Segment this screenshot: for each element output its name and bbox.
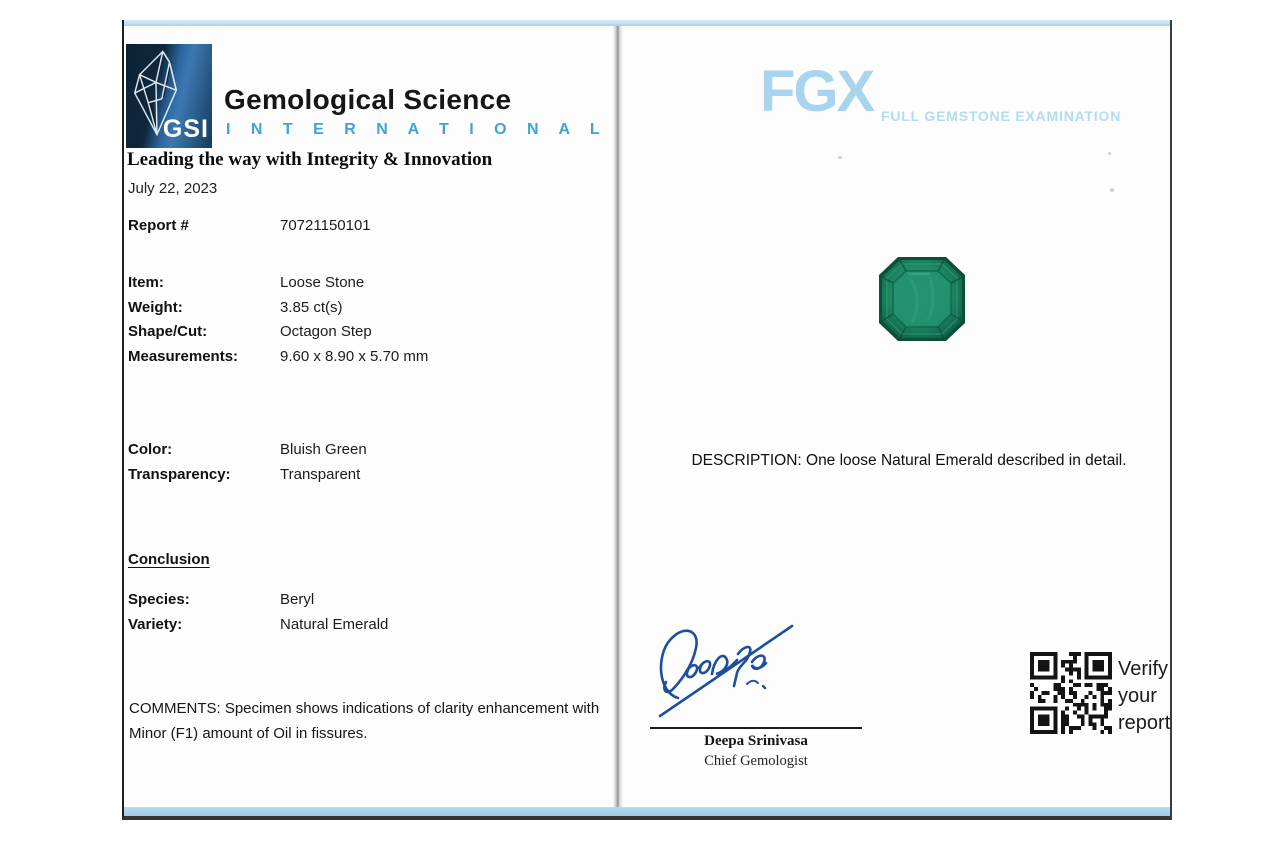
spec-row-item [128, 271, 428, 296]
certificate-booklet [122, 20, 1172, 820]
brand-subtitle: I N T E R N A T I O N A L [226, 121, 608, 138]
field-label: Transparency: [128, 465, 231, 483]
field-label: Shape/Cut: [128, 323, 208, 340]
appearance-fields [128, 438, 367, 487]
field-value: Beryl [280, 591, 315, 608]
report-number-row [128, 214, 371, 239]
field-value: Transparent [280, 465, 361, 483]
identity-fields [128, 271, 428, 369]
field-label: Measurements: [128, 347, 239, 365]
field-value: 9.60 x 8.90 x 5.70 mm [280, 347, 429, 365]
signatory-name: Deepa Srinivasa [704, 733, 808, 749]
signatory-title: Chief Gemologist [704, 753, 808, 769]
field-label: Species: [128, 591, 190, 608]
report-date: July 22, 2023 [128, 180, 218, 197]
field-label: Item: [128, 274, 164, 291]
spec-row-measurements [128, 345, 428, 370]
field-value: Natural Emerald [280, 615, 389, 633]
verify-report-text: Verify your report [1118, 658, 1171, 734]
scan-speck [838, 156, 842, 159]
description-text: DESCRIPTION: One loose Natural Emerald described in detail. [691, 452, 1127, 469]
booklet-bottom-edge [124, 807, 1170, 816]
brand-tagline: Leading the way with Integrity & Innovation [127, 149, 493, 170]
field-value: Loose Stone [280, 274, 365, 291]
report-number-value: 70721150101 [280, 217, 371, 234]
spec-row-shape-cut [128, 320, 428, 345]
fgx-subtitle: FULL GEMSTONE EXAMINATION [881, 108, 1122, 124]
field-label: Weight: [128, 298, 183, 316]
conclusion-heading: Conclusion [128, 551, 210, 568]
qr-code [1030, 652, 1112, 734]
page-fold [613, 20, 623, 816]
fgx-logo: FGX [760, 59, 874, 124]
field-value: 3.85 ct(s) [280, 298, 343, 316]
field-value: Octagon Step [280, 323, 372, 340]
field-label: Report # [128, 217, 189, 234]
field-label: Color: [128, 441, 173, 458]
spec-row-transparency [128, 463, 367, 488]
gsi-logo [126, 44, 212, 148]
spec-row-variety [128, 613, 388, 638]
scan-speck [1108, 152, 1111, 155]
conclusion-fields [128, 588, 388, 637]
spec-row-species [128, 588, 388, 613]
field-value: Bluish Green [280, 441, 367, 458]
spec-row-color [128, 438, 367, 463]
comments-text: COMMENTS: Specimen shows indications of clarity enhancement with Minor (F1) amount of Oil in fissures. [129, 700, 600, 742]
signature-image [652, 610, 802, 724]
gsi-monogram: GSI [162, 115, 209, 143]
gemstone-photo [878, 256, 966, 342]
spec-row-weight [128, 296, 428, 321]
brand-title: Gemological Science [224, 84, 512, 115]
booklet-top-edge [124, 20, 1170, 26]
field-label: Variety: [128, 615, 183, 633]
signature-line [650, 727, 862, 729]
scan-speck [1110, 188, 1114, 192]
